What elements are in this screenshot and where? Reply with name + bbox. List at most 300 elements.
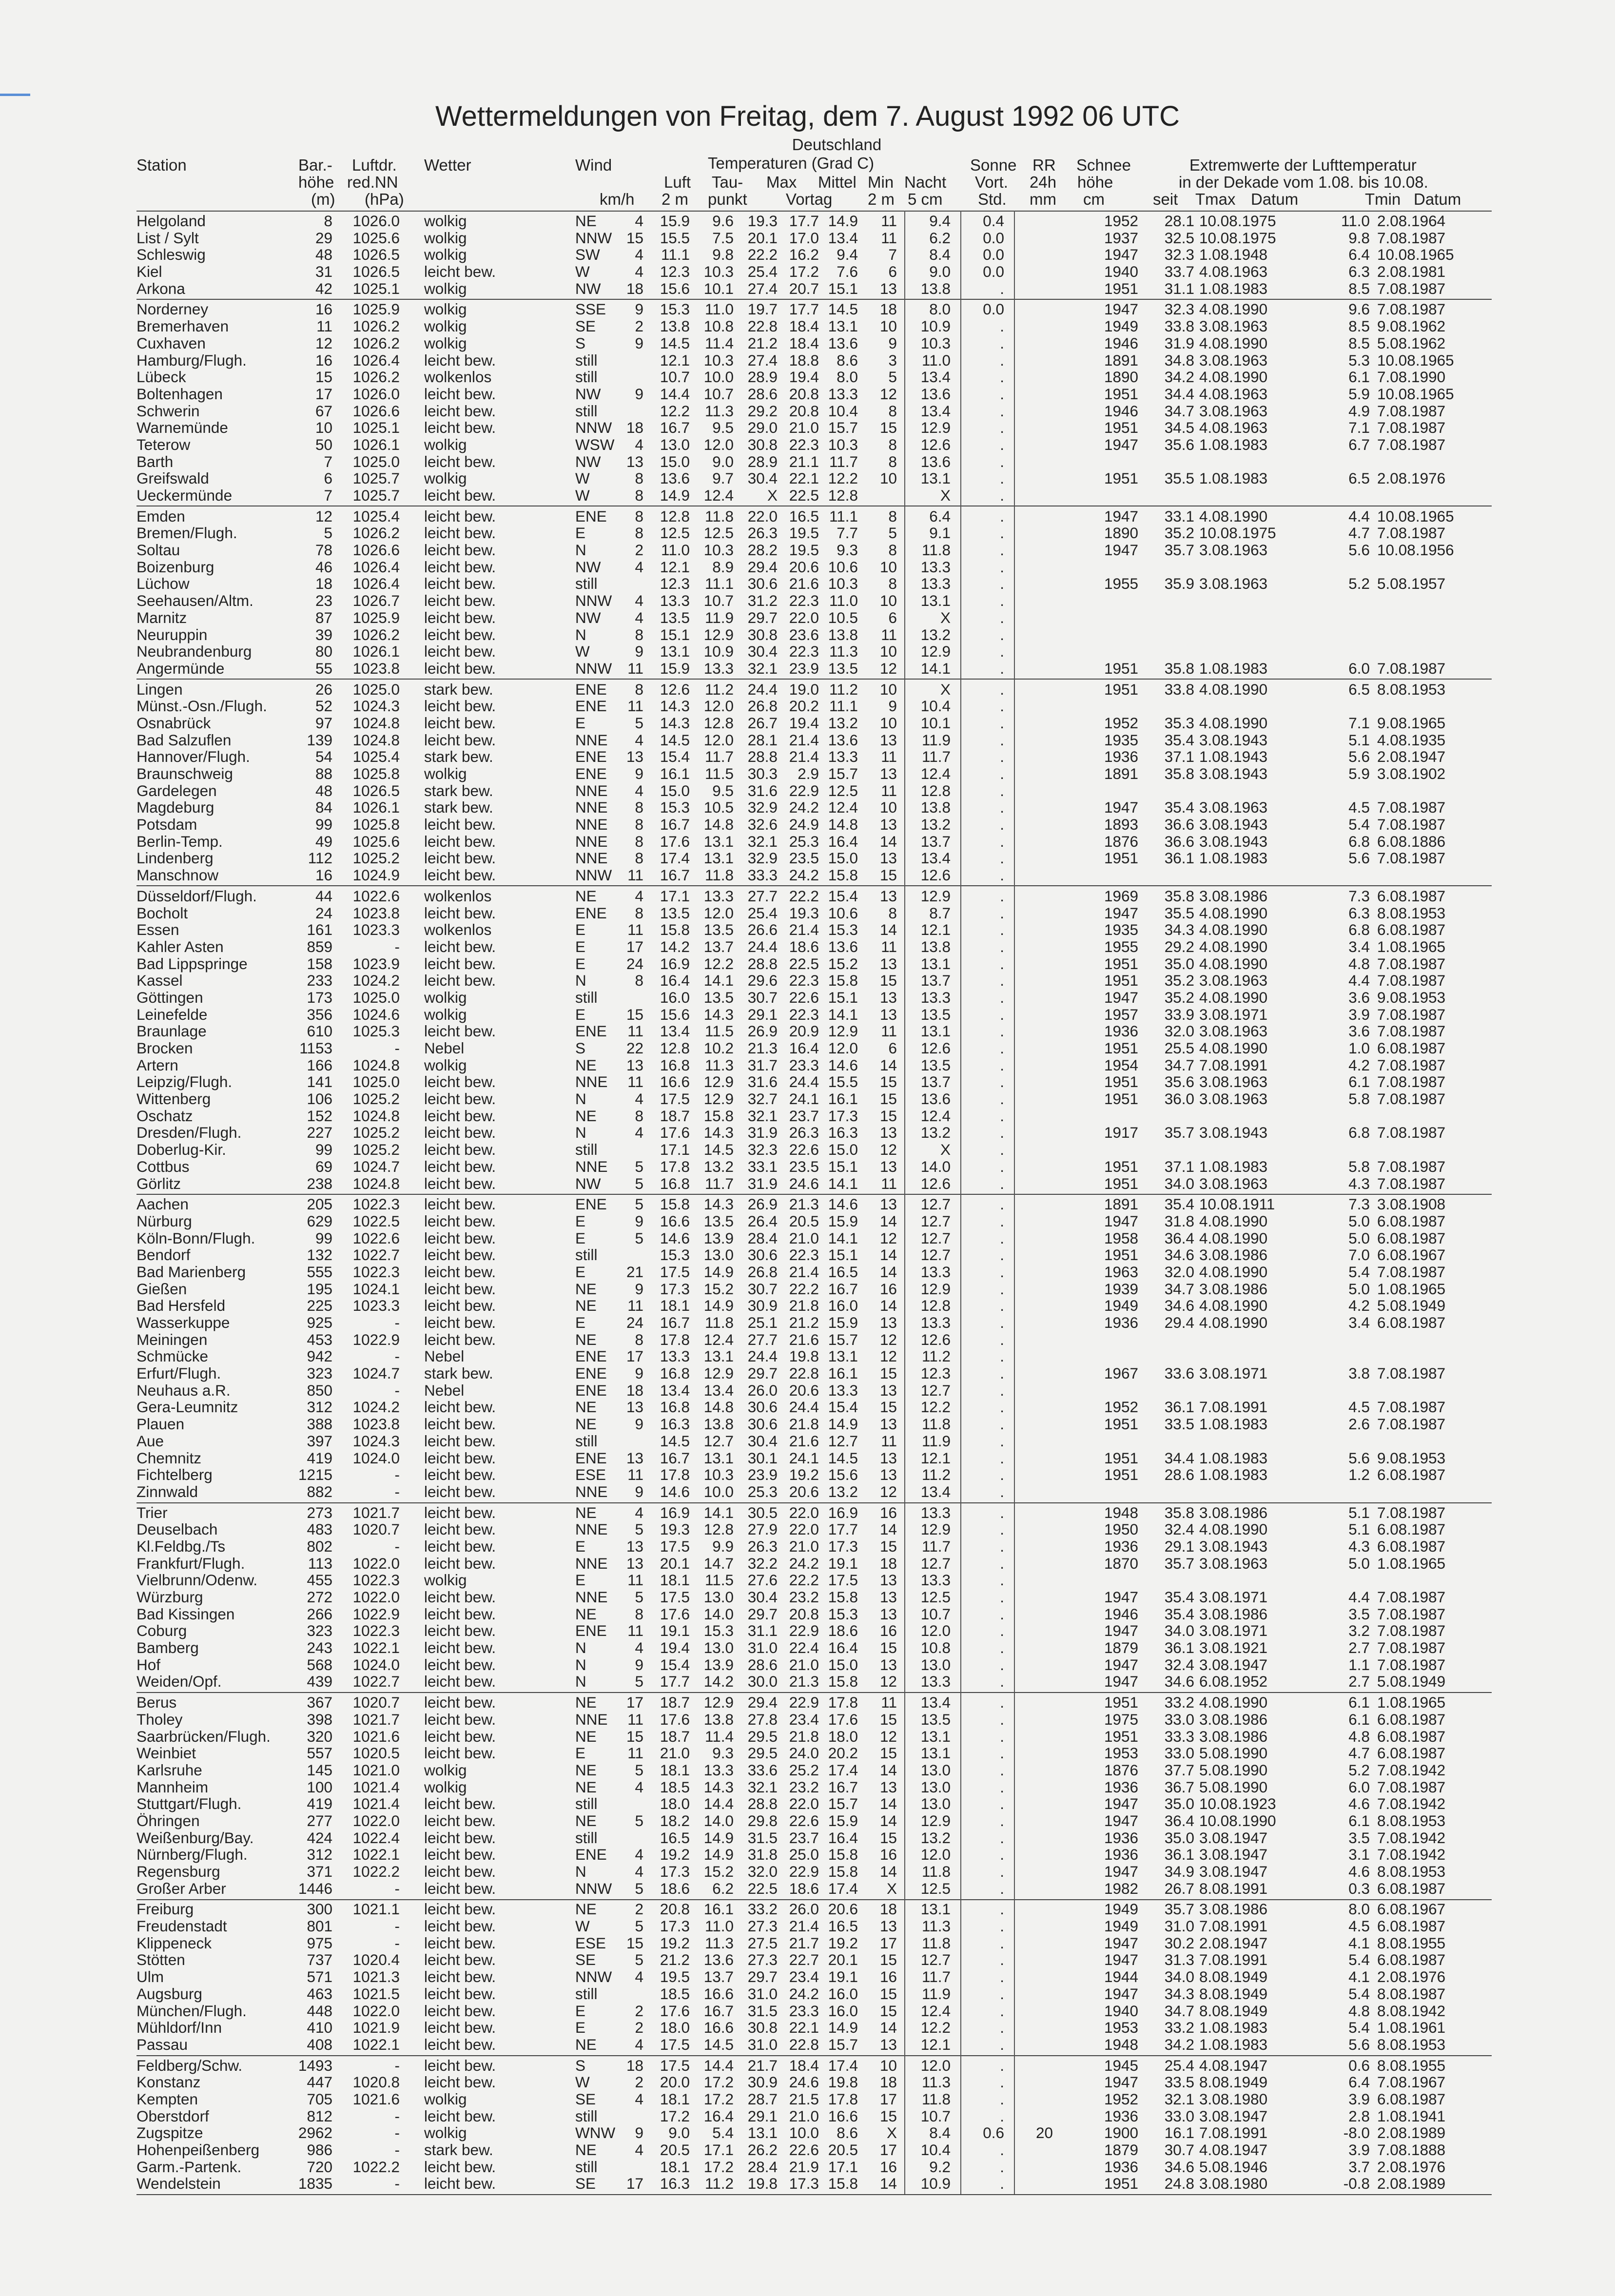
cell-luftdruck: 1020.4: [352, 1951, 400, 1969]
cell-tmax-datum: 3.08.1947: [1199, 2107, 1268, 2125]
cell-tmin-datum: 7.08.1987: [1377, 435, 1446, 453]
cell-luft-2m: 18.1: [660, 2090, 690, 2108]
cell-min-2m: 12.9: [828, 1022, 858, 1040]
cell-luft-2m: 17.1: [660, 1141, 690, 1159]
cell-luftdruck: 1020.8: [352, 2073, 400, 2091]
cell-max: 32.1: [747, 832, 778, 850]
cell-wetter: leicht bew.: [424, 2002, 496, 2020]
cell-mittel: 21.5: [789, 2090, 819, 2108]
cell-sonne: 10.9: [920, 317, 951, 335]
cell-station: Kassel: [136, 972, 183, 990]
cell-wind-speed: 22: [626, 1039, 643, 1057]
cell-luft-2m: 14.3: [660, 714, 690, 732]
cell-seit: 1876: [1104, 832, 1139, 850]
cell-tmin: 3.4: [1348, 937, 1370, 955]
cell-station: Hannover/Flugh.: [136, 748, 250, 766]
table-row: [136, 419, 1492, 436]
cell-tmin: 9.8: [1348, 229, 1370, 247]
cell-max: 28.8: [747, 954, 778, 973]
cell-taupunkt: 12.5: [703, 524, 734, 542]
cell-station: Regensburg: [136, 1863, 220, 1880]
cell-min-2m: 10.6: [828, 558, 858, 576]
header-schnee-3: cm: [1083, 190, 1105, 208]
cell-wind-speed: 2: [635, 317, 643, 335]
cell-mittel: 24.2: [789, 866, 819, 884]
cell-luftdruck: 1025.4: [352, 507, 400, 525]
cell-min-2m: 13.4: [828, 229, 858, 247]
cell-tmin: 1.1: [1348, 1655, 1370, 1673]
cell-nacht-5cm: 10: [879, 469, 897, 487]
cell-luft-2m: 12.8: [660, 507, 690, 525]
cell-tmax: 34.4: [1164, 1449, 1194, 1467]
cell-nacht-5cm: 14: [879, 2019, 897, 2037]
cell-min-2m: 13.1: [828, 317, 858, 335]
cell-mittel: 19.4: [789, 368, 819, 386]
table-row: [136, 1196, 1492, 1213]
cell-wind-richtung: still: [575, 1829, 598, 1847]
cell-mittel: 17.7: [789, 300, 819, 318]
cell-luftdruck: -: [394, 1537, 400, 1555]
cell-wind-richtung: N: [575, 972, 586, 990]
cell-luftdruck: 1025.1: [352, 279, 400, 297]
cell-tmin-datum: 7.08.1987: [1377, 1398, 1446, 1416]
cell-nacht-5cm: 12: [879, 1330, 897, 1348]
cell-luft-2m: 17.4: [660, 849, 690, 867]
cell-tmax-datum: 4.08.1990: [1199, 904, 1268, 922]
cell-luftdruck: 1026.1: [352, 642, 400, 661]
cell-mittel: 24.2: [789, 1985, 819, 2003]
cell-wetter: leicht bew.: [424, 419, 496, 437]
cell-tmin: 3.5: [1348, 1605, 1370, 1623]
cell-tmin: 8.5: [1348, 317, 1370, 335]
cell-seit: 1967: [1104, 1364, 1139, 1382]
cell-luft-2m: 17.5: [660, 2035, 690, 2053]
cell-rr-24h: .: [1000, 832, 1004, 850]
cell-station: Aue: [136, 1432, 164, 1450]
table-row: [136, 1951, 1492, 1968]
cell-wetter: leicht bew.: [424, 731, 496, 749]
cell-luftdruck: 1020.5: [352, 1744, 400, 1762]
cell-mittel: 24.2: [789, 798, 819, 817]
cell-seit: 1937: [1104, 229, 1139, 247]
cell-tmin: 3.5: [1348, 1829, 1370, 1847]
cell-tmax-datum: 3.08.1947: [1199, 1846, 1268, 1864]
cell-sonne: 11.3: [922, 1917, 951, 1935]
cell-wind-richtung: N: [575, 1673, 586, 1691]
cell-nacht-5cm: 15: [879, 1710, 897, 1728]
cell-rr-24h: .: [1000, 1846, 1004, 1864]
cell-tmin-datum: 7.08.1942: [1377, 1795, 1446, 1813]
cell-wetter: leicht bew.: [424, 1795, 496, 1813]
cell-rr-24h: .: [1000, 1212, 1004, 1230]
cell-max: 26.9: [747, 1022, 778, 1040]
cell-tmax: 37.1: [1164, 1157, 1194, 1175]
cell-nacht-5cm: 17: [879, 1934, 897, 1952]
cell-station: Meiningen: [136, 1330, 208, 1348]
cell-tmin: 6.1: [1348, 368, 1370, 386]
cell-nacht-5cm: 17: [879, 2090, 897, 2108]
cell-tmax-datum: 4.08.1990: [1199, 1039, 1268, 1057]
cell-seit: 1947: [1104, 988, 1139, 1006]
cell-wetter: leicht bew.: [424, 1263, 496, 1281]
header-tau-2: punkt: [708, 190, 747, 208]
cell-wind-richtung: NE: [575, 1811, 597, 1829]
cell-rr-24h: .: [1000, 2002, 1004, 2020]
cell-rr-24h: .: [1000, 2090, 1004, 2108]
cell-nacht-5cm: 11: [881, 1693, 897, 1712]
cell-min-2m: 13.3: [828, 1381, 858, 1399]
cell-tmax: 28.1: [1164, 212, 1194, 230]
cell-rr-24h: .: [1000, 659, 1004, 677]
table-row: [136, 1829, 1492, 1847]
cell-min-2m: 13.6: [828, 334, 858, 352]
table-row: [136, 1073, 1492, 1090]
cell-wind-speed: 9: [635, 300, 643, 318]
cell-tmax-datum: 4.08.1990: [1199, 1212, 1268, 1230]
cell-bar-hoehe: 1835: [298, 2175, 332, 2193]
cell-taupunkt: 6.2: [712, 1879, 734, 1897]
cell-tmin-datum: 5.08.1957: [1377, 575, 1446, 593]
table-row: [136, 1863, 1492, 1880]
cell-max: 29.8: [747, 1811, 778, 1829]
cell-tmin-datum: 1.08.1965: [1377, 937, 1446, 955]
cell-seit: 1870: [1104, 1554, 1139, 1572]
cell-luftdruck: 1022.3: [352, 1195, 400, 1213]
cell-max: 30.7: [747, 1280, 778, 1298]
cell-luft-2m: 18.1: [660, 1571, 690, 1589]
table-row: [136, 2124, 1492, 2141]
cell-mittel: 22.4: [789, 1639, 819, 1657]
cell-tmax: 36.6: [1164, 816, 1194, 834]
cell-tmax-datum: 1.08.1983: [1199, 1157, 1268, 1175]
cell-mittel: 22.6: [789, 1141, 819, 1159]
cell-rr-24h: .: [1000, 2056, 1004, 2074]
cell-luftdruck: 1024.7: [352, 1364, 400, 1382]
cell-mittel: 24.0: [789, 1744, 819, 1762]
cell-tmax-datum: 8.08.1949: [1199, 1968, 1268, 1986]
cell-rr-24h: .: [1000, 1022, 1004, 1040]
cell-tmax-datum: 1.08.1983: [1199, 279, 1268, 297]
cell-max: 32.1: [747, 659, 778, 677]
cell-wetter: leicht bew.: [424, 263, 496, 281]
cell-schnee: 20: [1035, 2124, 1053, 2142]
cell-luft-2m: 17.3: [660, 1917, 690, 1935]
cell-wetter: leicht bew.: [424, 2019, 496, 2037]
cell-wetter: wolkig: [424, 435, 467, 453]
table-row: [136, 748, 1492, 765]
cell-wind-richtung: NNW: [575, 1879, 612, 1897]
cell-min-2m: 15.8: [828, 1846, 858, 1864]
cell-max: 30.6: [747, 1246, 778, 1264]
cell-taupunkt: 9.3: [712, 1744, 734, 1762]
cell-nacht-5cm: 9: [888, 697, 897, 715]
cell-wind-speed: 11: [627, 1297, 643, 1315]
cell-tmin-datum: 1.08.1941: [1377, 2107, 1446, 2125]
cell-luftdruck: 1025.0: [352, 988, 400, 1006]
cell-rr-24h: .: [1000, 697, 1004, 715]
cell-wind-richtung: ENE: [575, 1449, 607, 1467]
cell-luft-2m: 19.5: [660, 1968, 690, 1986]
cell-tmax-datum: 1.08.1983: [1199, 1466, 1268, 1484]
cell-max: 31.8: [747, 1846, 778, 1864]
cell-luftdruck: 1021.7: [352, 1710, 400, 1728]
cell-taupunkt: 11.5: [705, 1571, 734, 1589]
header-min: Min: [868, 173, 894, 191]
cell-tmax: 35.5: [1164, 904, 1194, 922]
header-mittel: Mittel: [818, 173, 856, 191]
cell-wind-richtung: E: [575, 714, 586, 732]
cell-luftdruck: 1022.1: [352, 1639, 400, 1657]
cell-seit: 1947: [1104, 1951, 1139, 1969]
cell-bar-hoehe: 8: [324, 212, 332, 230]
cell-tmin-datum: 5.08.1949: [1377, 1297, 1446, 1315]
cell-wind-speed: 15: [626, 1934, 643, 1952]
cell-station: Gießen: [136, 1280, 187, 1298]
cell-tmin-datum: 7.08.1987: [1377, 1415, 1446, 1433]
cell-station: Warnemünde: [136, 419, 228, 437]
cell-wind-richtung: ENE: [575, 1195, 607, 1213]
cell-wind-speed: 4: [635, 1778, 643, 1796]
cell-wind-richtung: E: [575, 524, 586, 542]
cell-wetter: leicht bew.: [424, 642, 496, 661]
cell-tmin-datum: 7.08.1987: [1377, 229, 1446, 247]
cell-max: 25.1: [747, 1314, 778, 1331]
cell-sonne: 13.2: [920, 1124, 951, 1142]
cell-luft-2m: 17.7: [660, 1673, 690, 1691]
cell-station: Trier: [136, 1503, 168, 1521]
cell-luft-2m: 17.6: [660, 1710, 690, 1728]
header-temperaturen: Temperaturen (Grad C): [708, 154, 875, 172]
cell-rr-24h: 0.0: [983, 229, 1004, 247]
table-row: [136, 1762, 1492, 1779]
cell-max: 28.7: [747, 2090, 778, 2108]
cell-station: Bendorf: [136, 1246, 191, 1264]
cell-rr-24h: .: [1000, 1195, 1004, 1213]
cell-tmin-datum: 7.08.1987: [1377, 1263, 1446, 1281]
cell-tmax-datum: 1.08.1983: [1199, 1449, 1268, 1467]
cell-seit: 1936: [1104, 1537, 1139, 1555]
cell-rr-24h: .: [1000, 1314, 1004, 1331]
cell-tmax-datum: 3.08.1963: [1199, 317, 1268, 335]
cell-station: Passau: [136, 2035, 188, 2053]
cell-wind-speed: 21: [626, 1263, 643, 1281]
cell-wetter: leicht bew.: [424, 1174, 496, 1192]
cell-rr-24h: .: [1000, 1073, 1004, 1091]
cell-nacht-5cm: 13: [879, 849, 897, 867]
cell-wetter: wolkig: [424, 212, 467, 230]
cell-sonne: 13.0: [920, 1761, 951, 1779]
group-separator: [136, 1692, 1492, 1693]
cell-max: 31.1: [747, 1622, 778, 1640]
cell-luft-2m: 13.6: [660, 469, 690, 487]
cell-luft-2m: 16.8: [660, 1056, 690, 1074]
cell-wind-speed: 8: [635, 469, 643, 487]
cell-bar-hoehe: 139: [307, 731, 332, 749]
cell-nacht-5cm: 14: [879, 2175, 897, 2193]
cell-tmax: 32.0: [1164, 1263, 1194, 1281]
cell-mittel: 21.4: [789, 731, 819, 749]
cell-tmin: 7.1: [1348, 714, 1370, 732]
cell-sonne: 13.4: [920, 1693, 951, 1712]
table-row: [136, 626, 1492, 643]
cell-wind-richtung: NE: [575, 1056, 597, 1074]
cell-luftdruck: 1026.2: [352, 625, 400, 643]
cell-max: 30.8: [747, 2019, 778, 2037]
cell-rr-24h: .: [1000, 798, 1004, 817]
cell-tmax: 32.4: [1164, 1520, 1194, 1538]
cell-min-2m: 15.3: [828, 1605, 858, 1623]
cell-bar-hoehe: 24: [315, 904, 332, 922]
cell-nacht-5cm: 11: [881, 1022, 897, 1040]
cell-station: Vielbrunn/Odenw.: [136, 1571, 258, 1589]
cell-sonne: 13.1: [920, 954, 951, 973]
cell-wind-speed: 18: [626, 2056, 643, 2074]
cell-wind-richtung: E: [575, 937, 586, 955]
cell-tmax-datum: 10.08.1923: [1199, 1795, 1276, 1813]
cell-wind-richtung: E: [575, 1571, 586, 1589]
cell-tmin-datum: 2.08.1947: [1377, 748, 1446, 766]
cell-wind-speed: 2: [635, 2002, 643, 2020]
cell-luft-2m: 16.0: [660, 988, 690, 1006]
cell-wind-richtung: E: [575, 2019, 586, 2037]
cell-bar-hoehe: 1153: [299, 1039, 332, 1057]
cell-wind-richtung: NE: [575, 1503, 597, 1521]
group-separator: [136, 1502, 1492, 1503]
cell-tmin: 6.3: [1348, 904, 1370, 922]
cell-luftdruck: 1024.8: [352, 714, 400, 732]
cell-wetter: leicht bew.: [424, 1073, 496, 1091]
cell-seit: 1936: [1104, 1829, 1139, 1847]
table-row: [136, 1023, 1492, 1040]
cell-tmin-datum: 7.08.1990: [1377, 368, 1446, 386]
cell-wind-richtung: E: [575, 1537, 586, 1555]
cell-tmax: 32.3: [1164, 300, 1194, 318]
cell-station: Arkona: [136, 279, 185, 297]
cell-bar-hoehe: 243: [307, 1639, 332, 1657]
cell-wind-richtung: NNE: [575, 849, 608, 867]
cell-taupunkt: 14.2: [703, 1673, 734, 1691]
table-row: [136, 765, 1492, 782]
cell-tmax: 24.8: [1164, 2175, 1194, 2193]
cell-sonne: 13.1: [920, 1022, 951, 1040]
cell-wind-richtung: NE: [575, 2035, 597, 2053]
cell-luftdruck: 1026.1: [352, 435, 400, 453]
cell-tmax-datum: 3.08.1986: [1199, 1900, 1268, 1918]
cell-min-2m: 15.0: [828, 849, 858, 867]
cell-wind-richtung: ENE: [575, 507, 607, 525]
table-row: [136, 2091, 1492, 2108]
cell-station: Manschnow: [136, 866, 219, 884]
cell-min-2m: 19.8: [828, 2073, 858, 2091]
cell-luftdruck: 1021.3: [352, 1968, 400, 1986]
cell-taupunkt: 10.7: [703, 592, 734, 610]
cell-max: 32.1: [747, 1778, 778, 1796]
cell-tmax-datum: 10.08.1990: [1199, 1811, 1276, 1829]
cell-seit: 1879: [1104, 1639, 1139, 1657]
cell-bar-hoehe: 238: [307, 1174, 332, 1192]
cell-bar-hoehe: 42: [315, 279, 332, 297]
cell-luftdruck: 1024.6: [352, 1005, 400, 1023]
cell-wetter: leicht bew.: [424, 558, 496, 576]
cell-min-2m: 16.5: [828, 1263, 858, 1281]
cell-tmax-datum: 4.08.1990: [1199, 1520, 1268, 1538]
cell-min-2m: 15.7: [828, 419, 858, 437]
cell-sonne: 12.1: [920, 2035, 951, 2053]
cell-nacht-5cm: 15: [879, 2107, 897, 2125]
cell-rr-24h: .: [1000, 1056, 1004, 1074]
cell-max: 28.1: [747, 731, 778, 749]
cell-taupunkt: 10.1: [703, 279, 734, 297]
cell-mittel: 21.0: [789, 1655, 819, 1673]
cell-taupunkt: 13.4: [703, 1381, 734, 1399]
cell-wind-speed: 4: [635, 558, 643, 576]
cell-station: Brocken: [136, 1039, 193, 1057]
cell-luftdruck: 1023.8: [352, 1415, 400, 1433]
cell-tmin-datum: 8.08.1955: [1377, 1934, 1446, 1952]
cell-max: 28.8: [747, 1795, 778, 1813]
cell-seit: 1936: [1104, 2107, 1139, 2125]
cell-tmin: 4.7: [1348, 1744, 1370, 1762]
cell-luftdruck: 1022.9: [352, 1330, 400, 1348]
cell-luft-2m: 13.4: [660, 1022, 690, 1040]
cell-taupunkt: 17.2: [703, 2090, 734, 2108]
cell-bar-hoehe: 557: [307, 1744, 332, 1762]
cell-min-2m: 19.1: [828, 1554, 858, 1572]
cell-wind-speed: 13: [626, 1537, 643, 1555]
cell-wind-richtung: NNE: [575, 1520, 608, 1538]
cell-sonne: 12.7: [920, 1381, 951, 1399]
cell-wetter: leicht bew.: [424, 385, 496, 403]
cell-wetter: leicht bew.: [424, 608, 496, 626]
cell-rr-24h: .: [1000, 608, 1004, 626]
cell-bar-hoehe: 113: [308, 1554, 332, 1572]
cell-tmin-datum: 10.08.1965: [1377, 351, 1454, 369]
cell-luftdruck: 1026.6: [352, 541, 400, 559]
cell-station: Coburg: [136, 1622, 187, 1640]
cell-max: 30.0: [747, 1673, 778, 1691]
table-row: [136, 1985, 1492, 2003]
cell-mittel: 23.3: [789, 2002, 819, 2020]
cell-wind-richtung: E: [575, 921, 586, 939]
cell-mittel: 22.9: [789, 1863, 819, 1880]
cell-nacht-5cm: 16: [879, 2158, 897, 2176]
table-row: [136, 643, 1492, 660]
cell-rr-24h: .: [1000, 2158, 1004, 2176]
cell-wind-speed: 4: [635, 1124, 643, 1142]
cell-sonne: 13.1: [920, 1900, 951, 1918]
cell-wind-richtung: NW: [575, 279, 601, 297]
cell-max: 29.1: [747, 2107, 778, 2125]
cell-wind-speed: 5: [635, 1229, 643, 1247]
cell-tmin-datum: 7.08.1987: [1377, 300, 1446, 318]
cell-mittel: 24.6: [789, 1174, 819, 1192]
cell-luftdruck: 1022.3: [352, 1622, 400, 1640]
cell-tmin-datum: 6.08.1987: [1377, 1314, 1446, 1331]
cell-min-2m: 19.2: [828, 1934, 858, 1952]
cell-min-2m: 8.6: [837, 2124, 858, 2142]
cell-wetter: leicht bew.: [424, 1280, 496, 1298]
cell-tmax-datum: 3.08.1986: [1199, 1503, 1268, 1521]
cell-max: 26.8: [747, 697, 778, 715]
cell-wind-speed: 4: [635, 1639, 643, 1657]
cell-wind-speed: 13: [626, 452, 643, 470]
cell-min-2m: 11.1: [829, 507, 858, 525]
cell-station: Wittenberg: [136, 1090, 211, 1108]
cell-bar-hoehe: 67: [315, 402, 332, 420]
cell-bar-hoehe: 31: [315, 263, 332, 281]
table-row: [136, 1694, 1492, 1711]
cell-sonne: 11.0: [922, 351, 951, 369]
